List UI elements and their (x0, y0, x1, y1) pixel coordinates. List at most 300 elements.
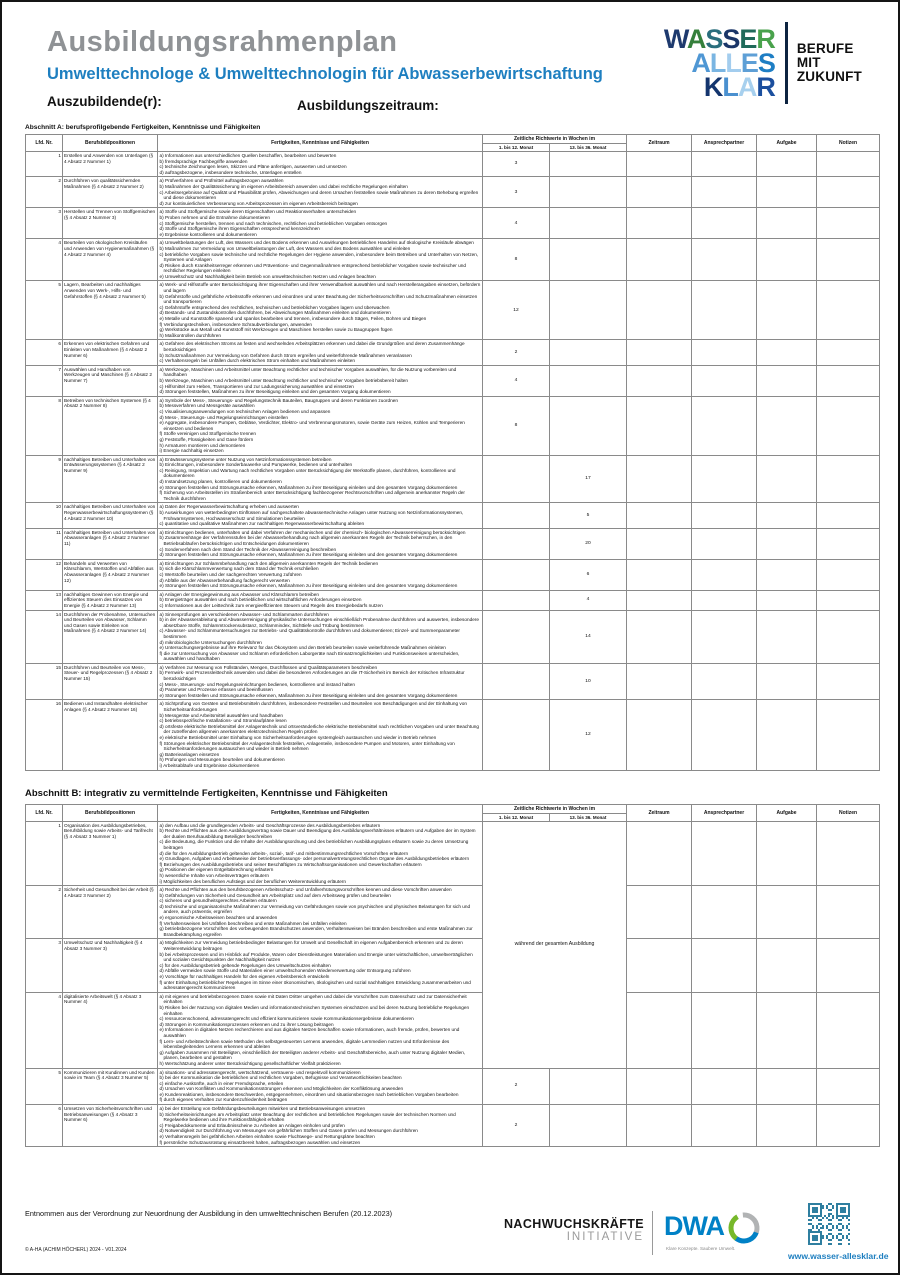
zeitraum-cell (627, 239, 692, 281)
col-header-berufsbildpositionen: Berufsbildpositionen (63, 804, 158, 821)
notizen-cell (817, 700, 880, 770)
col-header-notizen: Notizen (817, 804, 880, 821)
skill-item: c) Hilfsmittel zum Heben, Transportieren und zur Ladungssicherung auswählen und einsetzen (159, 383, 354, 389)
skill-item: c) Sonderverfahren nach dem Stand der Technik der Abwasserreinigung beschreiben (159, 546, 337, 552)
skill-item: d) ortsfeste elektrische Betriebsmittel der Anlagentechnik und ortsveränderliche elektrische Betriebsmittel nach rechtlichen Vorgaben und unter Beachtung der zutreffenden allgemein anerkannten elektrotechnischen Regeln prüfen (159, 723, 479, 735)
skill-item: g) Feststoffe, Flüssigkeiten und Gase fördern (159, 436, 254, 442)
skill-item: h) Maßkontrollen durchführen (159, 332, 221, 338)
lfd-cell: 4 (26, 239, 63, 281)
section-a-heading: Abschnitt A: berufsprofilgebende Fertigkeiten, Kenntnisse und Fähigkeiten (25, 124, 261, 131)
skill-item: d) Mess-, Steuerungs- und Regelungseinrichtungen einstellen (159, 414, 288, 420)
skill-item: d) Abfälle vermeiden sowie Stoffe und Materialien einer umweltschonenden Wiederverwertung oder Entsorgung zuführen (159, 968, 411, 974)
skill-item: b) Schutzmaßnahmen zur Vermeidung von Gefahren durch Strom ergreifen und weiterführende Maßnahmen veranlassen (159, 352, 412, 358)
lfd-cell: 5 (26, 1068, 63, 1105)
position-cell: Erkennen von elektrischen Gefahren und Einleiten von Maßnahmen (§ 4 Absatz 2 Nummer 6) (63, 340, 158, 365)
col-header-zeitraum: Zeitraum (627, 135, 692, 152)
skill-item: b) in der Abwasserableitung und Abwasserreinigung physikalische Untersuchungen einschließlich Probenahme durchführen und auswerten, insbesondere absetzbare Stoffe, Schlammtrockensubstanz, Schlammindex, Sichttiefe und Trübung bestimmen (159, 617, 479, 628)
logo-letter: L (722, 72, 738, 102)
zeitraum-cell (627, 528, 692, 559)
plan-row (26, 939, 880, 992)
col-header-ansprechpartner: Ansprechpartner (692, 135, 757, 152)
skill-item: g) Batterieanlagen einsetzen (159, 751, 220, 757)
plan-row (26, 177, 880, 208)
col-header-monat-1-12: 1. bis 12. Monat (483, 144, 550, 152)
skill-item: e) Grundlagen, Aufgaben und Arbeitsweise der betriebsverfassungs- oder personalvertretungsrechtlichen Organe des Ausbildungsbetriebes erläutern (159, 856, 470, 862)
profession-subtitle: Umwelttechnologe & Umwelttechnologin für Abwasserbewirtschaftung (47, 65, 603, 83)
skill-item: e) Ergebnisse kontrollieren und dokumentieren (159, 231, 257, 237)
plan-row (26, 700, 880, 770)
skills-cell (158, 590, 483, 610)
skill-item: c) Verhaltensregeln bei Unfällen durch elektrischen Strom einhalten und Maßnahmen einleiten (159, 358, 355, 364)
weeks-1-12-cell: 8 (483, 396, 550, 455)
col-header-monat-13-36: 13. bis 36. Monat (550, 813, 627, 821)
zeitraum-cell (627, 663, 692, 700)
notizen-cell (817, 992, 880, 1068)
weeks-1-12-cell: 12 (483, 281, 550, 340)
lfd-cell: 7 (26, 365, 63, 396)
lfd-cell: 15 (26, 663, 63, 700)
skill-item: e) Umweltschutz und Nachhaltigkeit beim Betrieb von umwelttechnischen Netzen und Anlagen beachten (159, 273, 376, 279)
skill-item: a) Symbole der Mess-, Steuerungs- und Regelungstechnik Bauteilen, Baugruppen und deren Funktionen zuordnen (159, 397, 398, 403)
skill-item: b) Zusammenhänge der Verfahrensstufen bei der Abwasserbehandlung nach allgemein anerkannten Regeln der Technik beherrschen, in den Betriebsabläufen berücksichtigen und Entscheidungen dokumentieren (159, 535, 453, 546)
weeks-13-36-cell (550, 208, 627, 239)
zeitraum-cell (627, 365, 692, 396)
weeks-1-12-cell (483, 503, 550, 528)
col-header-fertigkeiten: Fertigkeiten, Kenntnisse und Fähigkeiten (158, 135, 483, 152)
footer-divider (652, 1211, 653, 1255)
weeks-1-12-cell: 2 (483, 340, 550, 365)
plan-row (26, 1105, 880, 1147)
skill-item: c) technische Zeichnungen lesen, Skizzen und Pläne anfertigen, auswerten und umsetzen (159, 164, 347, 170)
col-header-fertigkeiten: Fertigkeiten, Kenntnisse und Fähigkeiten (158, 804, 483, 821)
notizen-cell (817, 281, 880, 340)
ansprechpartner-cell (692, 590, 757, 610)
logo-letter: S (722, 24, 740, 54)
ansprechpartner-cell (692, 396, 757, 455)
zeitraum-cell (627, 700, 692, 770)
plan-row (26, 610, 880, 663)
table-b-header (26, 804, 880, 821)
lfd-cell: 16 (26, 700, 63, 770)
skill-item: e) Aggregate, insbesondere Pumpen, Gebläse, Verdichter, Elektro- und Verbrennungsmotoren, sowie Geräte zum Heizen, Kühlen und Temperieren einsetzen und bedienen (159, 420, 465, 431)
skill-item: d) Abfälle aus der Abwasserbehandlung fachgerecht verwerten (159, 577, 290, 583)
skill-item: h) Armaturen montieren und demontieren (159, 442, 246, 448)
lfd-cell: 3 (26, 939, 63, 992)
logo-letter: W (663, 24, 687, 54)
skill-item: d) Störungen in Kommunikationsprozessen erkennen und zu ihrer Lösung beitragen (159, 1021, 334, 1027)
skill-item: a) Stoffe und Stoffgemische sowie deren Eigenschaften und Reaktionsverhalten unterscheiden (159, 209, 357, 215)
logo-claim-line: ZUKUNFT (796, 69, 862, 84)
section-b-heading: Abschnitt B: integrativ zu vermittelnde Fertigkeiten, Kenntnisse und Fähigkeiten (25, 787, 388, 799)
position-cell: Umsetzen von Sicherheitsvorschriften und Betriebsanweisungen (§ 4 Absatz 3 Nummer 6) (63, 1105, 158, 1147)
skill-item: f) die zur Untersuchung von Abwasser und Schlamm erforderlichen Laborgeräte nach Einsatzmöglichkeiten und Funktionsweisen unterscheiden, auswählen und handhaben (159, 650, 460, 662)
aufgabe-cell (757, 340, 817, 365)
position-cell: Sicherheit und Gesundheit bei der Arbeit (§ 4 Absatz 3 Nummer 2) (63, 886, 158, 939)
skill-item: c) die Bedeutung, die Funktion und die Inhalte der Ausbildungsordnung und des betrieblichen Ausbildungsplans erläutern sowie zu deren Umsetzung beitragen (159, 839, 469, 850)
skill-item: b) Werkzeuge, Maschinen und Arbeitsmittel unter Beachtung rechtlicher und technischer Vorgaben betriebsbereit halten (159, 377, 408, 383)
zeitraum-cell (627, 590, 692, 610)
skill-item: a) bei der Erstellung von Gefährdungsbeurteilungen mitwirken und Betriebsanweisungen umsetzen (159, 1106, 366, 1112)
plan-row (26, 886, 880, 939)
skill-item: b) Messgeräte und Arbeitsmittel auswählen und handhaben (159, 712, 284, 718)
aufgabe-cell (757, 992, 817, 1068)
initiative-line-2: INITIATIVE (566, 1231, 644, 1243)
logo-letter: A (686, 24, 706, 54)
skills-cell (158, 992, 483, 1068)
logo-letter: R (756, 24, 775, 54)
aufgabe-cell (757, 1068, 817, 1105)
notizen-cell (817, 1068, 880, 1105)
notizen-cell (817, 610, 880, 663)
notizen-cell (817, 177, 880, 208)
lfd-cell: 4 (26, 992, 63, 1068)
weeks-13-36-cell (550, 365, 627, 396)
skill-item: c) Wertstoffe beurteilen und der sachgerechten Verwertung zuführen (159, 571, 302, 577)
zeitraum-cell (627, 281, 692, 340)
skill-item: b) Energieträger auswählen und nach betrieblichen und wirtschaftlichen Anforderungen einsetzen (159, 597, 362, 603)
skill-item: a) Prüfverfahren und Prüfmittel auftragsbezogen auswählen (159, 178, 284, 184)
weeks-1-12-cell (483, 700, 550, 770)
lfd-cell: 1 (26, 152, 63, 177)
col-header-notizen: Notizen (817, 135, 880, 152)
ansprechpartner-cell (692, 1068, 757, 1105)
aufgabe-cell (757, 208, 817, 239)
logo-letter: K (703, 72, 723, 102)
plan-row (26, 281, 880, 340)
lfd-cell: 14 (26, 610, 63, 663)
plan-row (26, 992, 880, 1068)
lfd-cell: 2 (26, 886, 63, 939)
lfd-cell: 10 (26, 503, 63, 528)
skill-item: d) technische und organisatorische Maßnahmen zur Vermeidung von Gefährdungen sowie von psychischen und physischen Belastungen für sich und andere, auch präventiv, ergreifen (159, 903, 471, 915)
plan-row (26, 340, 880, 365)
notizen-cell (817, 503, 880, 528)
notizen-cell (817, 208, 880, 239)
weeks-1-12-cell: 3 (483, 177, 550, 208)
position-cell: Auswählen und Handhaben von Werkzeugen und Maschinen (§ 4 Absatz 2 Nummer 7) (63, 365, 158, 396)
aufgabe-cell (757, 365, 817, 396)
ansprechpartner-cell (692, 1105, 757, 1147)
skill-item: d) mikrobiologische Untersuchungen durchführen (159, 639, 262, 645)
weeks-13-36-cell (550, 1068, 627, 1105)
zeitraum-cell (627, 886, 692, 939)
ansprechpartner-cell (692, 528, 757, 559)
skill-item: e) Informationen in digitalen Netzen recherchieren und aus digitalen Netzen beschaffen sowie Informationen, auch fremde, prüfen, bewerten und auswählen (159, 1027, 460, 1038)
dwa-wordmark: DWA (664, 1211, 724, 1241)
col-header-zeitraum: Zeitraum (627, 804, 692, 821)
skill-item: c) Arbeitsergebnisse auf Qualität und Plausibilität prüfen, Abweichungen und deren Ursachen feststellen sowie Maßnahmen zu deren Behebung ergreifen und diese dokumentieren (159, 189, 479, 201)
ansprechpartner-cell (692, 208, 757, 239)
skill-item: b) sich die Klärschlammverwertung nach dem Stand der Technik erschließen (159, 566, 319, 572)
skill-item: b) Einrichtungen, insbesondere Sonderbauwerke und Pumpwerke, bedienen und unterhalten (159, 462, 353, 468)
skill-item: e) Störungen feststellen und Störungsursache erkennen, Maßnahmen zu ihrer Beseitigung einleiten und den gesamten Vorgang dokumentieren (159, 692, 458, 698)
notizen-cell (817, 396, 880, 455)
skill-item: a) Verfahren zur Messung von Füllständen, Mengen, Durchflüssen und Qualitätsparametern beschreiben (159, 664, 378, 670)
lfd-cell: 5 (26, 281, 63, 340)
weeks-13-36-cell (550, 152, 627, 177)
skills-cell (158, 1068, 483, 1105)
skill-item: c) Visualisierungsanwendungen von technischen Anlagen bedienen und anpassen (159, 408, 331, 414)
zeitraum-cell (627, 821, 692, 886)
col-header-richtwerte: Zeitliche Richtwerte in Wochen im (483, 135, 627, 144)
lfd-cell: 3 (26, 208, 63, 239)
position-cell: Kommunizieren mit Kundinnen und Kunden sowie im Team (§ 4 Absatz 3 Nummer 5) (63, 1068, 158, 1105)
aufgabe-cell (757, 396, 817, 455)
skills-cell (158, 886, 483, 939)
notizen-cell (817, 559, 880, 590)
wasser-alles-klar-logo (664, 22, 862, 104)
skills-cell (158, 340, 483, 365)
skill-item: b) Auswirkungen von wetterbedingten Einflüssen auf nachgeschaltete abwassertechnische Anlagen unter Nutzung von Netzinformationssystemen, Frühwarnsystemen, Hochwasserschutz und Simulationen beurteilen (159, 510, 464, 521)
aufgabe-cell (757, 559, 817, 590)
skill-item: f) Störungen elektrischer Betriebsmittel der Anlagentechnik feststellen, Anlagenteile, insbesondere Pumpen und Motoren, unter Einhaltung von Sicherheitsanforderungen austauschen und wieder in Betrieb nehmen (159, 740, 455, 752)
skills-cell (158, 1105, 483, 1147)
notizen-cell (817, 239, 880, 281)
skill-item: c) Abwasser- und Schlammuntersuchungen zur Betriebs- und Qualitätskontrolle durchführen und dokumentieren; Einzel- und Summenparameter bestimmen (159, 628, 460, 639)
skill-item: c) betriebsspezifische Installations- und Stromlaufpläne lesen (159, 718, 287, 724)
aufgabe-cell (757, 1105, 817, 1147)
skills-cell (158, 939, 483, 992)
skill-item: d) Stoffe und Stoffgemische ihren Eigenschaften entsprechend kennzeichnen (159, 226, 320, 232)
ansprechpartner-cell (692, 886, 757, 939)
ansprechpartner-cell (692, 663, 757, 700)
zeitraum-cell (627, 939, 692, 992)
skill-item: f) durch eigenes Verhalten zur Kundenzufriedenheit beitragen (159, 1097, 288, 1103)
skill-item: f) Verhaltensweisen bei Unfällen beschreiben und erste Maßnahmen bei Unfällen einleiten (159, 920, 347, 926)
weeks-1-12-cell (483, 610, 550, 663)
skills-cell (158, 152, 483, 177)
position-cell: Bedienen und Instandhalten elektrischer Anlagen (§ 4 Absatz 2 Nummer 16) (63, 700, 158, 770)
ansprechpartner-cell (692, 610, 757, 663)
skill-item: a) mit eigenen und betriebsbezogenen Daten sowie mit Daten Dritter umgehen und dabei die Vorschriften zum Datenschutz und zur Datensicherheit einhalten (159, 993, 467, 1005)
skill-item: b) Gefährdungen von Sicherheit und Gesundheit am Arbeitsplatz und auf dem Arbeitsweg prüfen und beurteilen (159, 892, 391, 898)
skill-item: f) Lern- und Arbeitstechniken sowie Methoden des selbstgesteuerten Lernens anwenden, digitale Lernmedien nutzen und Erfordernisse des lebensbegleitenden Lernens erkennen und ableiten (159, 1038, 450, 1050)
weeks-1-12-cell: 2 (483, 1068, 550, 1105)
col-header-monat-13-36: 13. bis 36. Monat (550, 144, 627, 152)
source-note: Entnommen aus der Verordnung zur Neuordnung der Ausbildung in den umwelttechnischen Berufen (20.12.2023) (25, 1209, 393, 1218)
skills-cell (158, 396, 483, 455)
skill-item: e) Vorschläge für nachhaltiges Handeln für den eigenen Arbeitsbereich entwickeln (159, 974, 330, 979)
weeks-1-12-cell (483, 590, 550, 610)
ansprechpartner-cell (692, 340, 757, 365)
plan-row (26, 208, 880, 239)
position-cell: digitalisierte Arbeitswelt (§ 4 Absatz 3 Nummer 4) (63, 992, 158, 1068)
skills-cell (158, 528, 483, 559)
ansprechpartner-cell (692, 939, 757, 992)
col-header-richtwerte: Zeitliche Richtwerte in Wochen im (483, 804, 627, 813)
col-header-monat-1-12: 1. bis 12. Monat (483, 813, 550, 821)
col-header-aufgabe: Aufgabe (757, 135, 817, 152)
skill-item: c) Mess-, Steuerungs- und Regelungseinrichtungen bedienen, kontrollieren und instand halten (159, 681, 355, 687)
weeks-1-12-cell: 2 (483, 1105, 550, 1147)
skill-item: b) bei Arbeitsprozessen und im Hinblick auf Produkte, Waren oder Dienstleistungen Materialien und Energie unter wirtschaftlichen, umweltverträglichen und sozialen Gesichtspunkten der Nachhaltigkeit nutzen (159, 951, 473, 963)
logo-letter: S (757, 48, 775, 78)
aufgabe-cell (757, 886, 817, 939)
aufgabe-cell (757, 239, 817, 281)
notizen-cell (817, 590, 880, 610)
skill-item: a) Daten der Regenwasserbewirtschaftung erheben und auswerten (159, 504, 299, 510)
zeitraum-cell (627, 455, 692, 503)
nachwuchskraefte-initiative-logo (504, 1217, 644, 1243)
dwa-claim: Klare Konzepte. Saubere Umwelt. (666, 1246, 736, 1251)
notizen-cell (817, 821, 880, 886)
ansprechpartner-cell (692, 503, 757, 528)
col-header-ansprechpartner: Ansprechpartner (692, 804, 757, 821)
skill-item: g) Aufgaben zusammen mit Beteiligten, einschließlich der Beteiligten anderer Arbeits- und Geschäftsbereiche, auch unter Nutzung digitaler Medien, planen, bearbeiten und gestalten (159, 1049, 466, 1061)
logo-letter: R (756, 72, 775, 102)
skill-item: a) Werk- und Hilfsstoffe unter Berücksichtigung ihrer Eigenschaften und ihrer Verwendbarkeit auswählen und nach Herstellerangaben einsetzen, befördern und lagern (159, 282, 481, 294)
ansprechpartner-cell (692, 239, 757, 281)
skill-item: c) betriebliche Vorgaben sowie technische und rechtliche Regelungen der Hygiene anwenden, insbesondere beim Betreiben und Unterhalten von Netzen, Systemen und Anlagen (159, 251, 479, 263)
position-cell: Behandeln und Verwerten von Klärschlamm, Wertstoffen und Abfällen aus Abwasseranlagen (§ 4 Absatz 2 Nummer 12) (63, 559, 158, 590)
plan-row (26, 396, 880, 455)
zeitraum-cell (627, 992, 692, 1068)
skills-cell (158, 208, 483, 239)
aufgabe-cell (757, 939, 817, 992)
notizen-cell (817, 152, 880, 177)
skill-item: e) elektrische Betriebsmittel unter Einhaltung von Sicherheitsanforderungen systemgleich austauschen und wieder in Betrieb nehmen (159, 735, 437, 740)
dwa-logo (664, 1211, 761, 1250)
skill-item: b) Rechte und Pflichten aus dem Ausbildungsvertrag sowie Dauer und Beendigung des Ausbildungsverhältnisses erläutern und Aufgaben der im System der dualen Berufsausbildung Beteiligter beschreiben (159, 828, 476, 839)
aufgabe-cell (757, 700, 817, 770)
lfd-cell: 2 (26, 177, 63, 208)
weeks-13-36-cell: 10 (550, 663, 627, 700)
skill-item: h) wesentliche Inhalte von Arbeitsverträgen erläutern (159, 872, 269, 878)
skill-item: b) Gefahrstoffe und gefährliche Arbeitsstoffe erkennen und einordnen und unter Beachtung der Sicherheitsvorschriften und Schutzmaßnahmen einsetzen und transportieren (159, 293, 478, 305)
skill-item: a) Werkzeuge, Maschinen und Arbeitsmittel unter Beachtung rechtlicher und technischer Vorgaben auswählen, für die Nutzung vorbereiten und handhaben (159, 366, 457, 378)
logo-word (664, 72, 775, 102)
ansprechpartner-cell (692, 559, 757, 590)
skill-item: c) Stoffgemische herstellen, trennen und nach technischen, rechtlichen und betrieblichen Vorgaben entsorgen (159, 220, 388, 226)
page-title: Ausbildungsrahmenplan (47, 26, 398, 58)
skill-item: g) betriebsbezogene Vorschriften des vorbeugenden Brandschutzes anwenden, Verhaltensweisen bei Bränden beschreiben und erste Maßnahmen zur Brandbekämpfung ergreifen (159, 926, 473, 937)
weeks-13-36-cell: 12 (550, 700, 627, 770)
logo-claim-line: BERUFE (796, 41, 854, 56)
skill-item: f) Verbindungstechniken, insbesondere Schraubverbindungen, anwenden (159, 321, 312, 327)
plan-row (26, 528, 880, 559)
initiative-line-1: NACHWUCHSKRÄFTE (503, 1217, 644, 1231)
position-cell: nachhaltiges Betreiben und Unterhalten von Abwasseranlagen (§ 4 Absatz 2 Nummer 11) (63, 528, 158, 559)
notizen-cell (817, 663, 880, 700)
skills-cell (158, 239, 483, 281)
skill-item: d) auftragsbezogene, insbesondere technische, Unterlagen erstellen (159, 169, 302, 175)
plan-row (26, 503, 880, 528)
notizen-cell (817, 365, 880, 396)
skill-item: f) Sicherung von Arbeitsstellen im Straßenbereich unter Berücksichtigung fachbezogener Rechtsvorschriften und allgemein anerkannter Regeln der Technik durchführen (159, 490, 465, 501)
skill-item: b) Messverfahren und Messgeräte auswählen (159, 403, 255, 409)
lfd-cell: 11 (26, 528, 63, 559)
skill-item: a) Einrichtungen zur Schlammbehandlung nach den allgemein anerkannten Regeln der Technik bedienen (159, 560, 379, 566)
zeitraum-cell (627, 1068, 692, 1105)
weeks-13-36-cell (550, 396, 627, 455)
position-cell: Herstellen und Trennen von Stoffgemischen (§ 4 Absatz 2 Nummer 3) (63, 208, 158, 239)
skill-item: i) Energie nachhaltig einsetzen (159, 448, 224, 454)
aufgabe-cell (757, 455, 817, 503)
plan-row (26, 559, 880, 590)
lfd-cell: 9 (26, 455, 63, 503)
zeitraum-cell (627, 208, 692, 239)
skill-item: a) Möglichkeiten zur Vermeidung betriebsbedingter Belastungen für Umwelt und Gesellschaft im eigenen Aufgabenbereich erkennen und zu deren Weiterentwicklung beitragen (159, 940, 463, 952)
plan-row (26, 152, 880, 177)
skill-item: b) Maßnahmen zur Vermeidung von Umweltbelastungen der Luft, des Wassers und des Bodens auswählen und einleiten (159, 245, 411, 251)
position-cell: nachhaltiges Betreiben und Unterhalten von Regenwasserbewirtschaftungssystemen (§ 4 Absatz 2 Nummer 10) (63, 503, 158, 528)
weeks-13-36-cell: 6 (550, 559, 627, 590)
skill-item: f) unter Einhaltung betrieblicher Regelungen im Sinne einer ökonomischen, ökologischen und sozial nachhaltigen Entwicklung zusammenarbeiten und adressatengerecht kommunizieren (159, 979, 471, 991)
skill-item: g) Werkstücke aus Metall und Kunststoff mit Werkzeugen und Maschinen herstellen sowie zu Baugruppen fügen (159, 327, 393, 333)
skills-cell (158, 559, 483, 590)
skill-item: a) den Aufbau und die grundlegenden Arbeits- und Geschäftsprozesse des Ausbildungsbetriebes erläutern (159, 822, 381, 828)
skills-cell (158, 365, 483, 396)
zeitraum-cell (627, 152, 692, 177)
ansprechpartner-cell (692, 365, 757, 396)
plan-row (26, 821, 880, 886)
weeks-13-36-cell (550, 340, 627, 365)
skill-item: e) Untersuchungsergebnisse auf ihre Relevanz für das Ökosystem und den Betrieb beurteilen sowie weiterführende Maßnahmen einleiten (159, 645, 446, 651)
notizen-cell (817, 1105, 880, 1147)
ansprechpartner-cell (692, 821, 757, 886)
skill-item: d) Störungen feststellen und Störungsursache erkennen, Maßnahmen zu ihrer Beseitigung einleiten und den gesamten Vorgang dokumentieren (159, 552, 458, 558)
duration-note-cell: während der gesamten Ausbildung (483, 821, 627, 1068)
lfd-cell: 6 (26, 1105, 63, 1147)
logo-claim (797, 42, 862, 84)
skill-item: e) ergonomische Arbeitsweisen beachten und anwenden (159, 915, 278, 921)
position-cell: Durchführen der Probenahme, Untersuchen und Beurteilen von Abwasser, Schlamm und Gasen sowie Einleiten von Maßnahmen (§ 4 Absatz 2 Nummer 14) (63, 610, 158, 663)
position-cell: Betreiben von technischen Systemen (§ 4 Absatz 2 Nummer 8) (63, 396, 158, 455)
weeks-13-36-cell (550, 1105, 627, 1147)
skill-item: b) bei der Kommunikation die betrieblichen und rechtlichen Vorgaben, Befugnisse und Verantwortlichkeiten beachten (159, 1075, 402, 1081)
zeitraum-cell (627, 610, 692, 663)
website-link[interactable]: www.wasser-allesklar.de (788, 1251, 889, 1261)
skills-cell (158, 663, 483, 700)
skill-item: c) Reinigung, Inspektion und Wartung nach rechtlichen Vorgaben unter Berücksichtigung der Werkstoffe planen, durchführen, kontrollieren und dokumentieren (159, 467, 456, 479)
notizen-cell (817, 939, 880, 992)
qr-code (808, 1203, 850, 1245)
plan-row (26, 239, 880, 281)
skill-item: c) einfache Auskünfte, auch in einer Fremdsprache, erteilen (159, 1080, 284, 1086)
weeks-1-12-cell (483, 559, 550, 590)
aufgabe-cell (757, 590, 817, 610)
notizen-cell (817, 528, 880, 559)
notizen-cell (817, 340, 880, 365)
logo-divider-bar (785, 22, 788, 104)
plan-row (26, 1068, 880, 1105)
skill-item: d) zur kontinuierlichen Verbesserung von Arbeitsprozessen im eigenen Arbeitsbereich beitragen (159, 200, 358, 206)
zeitraum-cell (627, 1105, 692, 1147)
weeks-13-36-cell: 5 (550, 503, 627, 528)
weeks-1-12-cell: 3 (483, 152, 550, 177)
zeitraum-cell (627, 340, 692, 365)
aufgabe-cell (757, 152, 817, 177)
weeks-13-36-cell (550, 177, 627, 208)
lfd-cell: 12 (26, 559, 63, 590)
skills-cell (158, 610, 483, 663)
skill-item: d) Ursachen von Konflikten und Kommunikationsstörungen erkennen und Möglichkeiten der Konfliktlösung anwenden (159, 1086, 404, 1092)
skill-item: f) persönliche Schutzausrüstung einsatzbereit halten, auftragsbezogen auswählen und einsetzen (159, 1139, 361, 1145)
col-header-lfd-nr: Lfd. Nr. (26, 804, 63, 821)
logo-letter: S (705, 24, 723, 54)
ansprechpartner-cell (692, 177, 757, 208)
zeitraum-cell (627, 559, 692, 590)
skill-item: a) Gefahren des elektrischen Stroms an festen und wechselnden Arbeitsplätzen erkennen und dabei die Grundgrößen und deren Zusammenhänge berücksichtigen (159, 341, 465, 352)
weeks-13-36-cell (550, 239, 627, 281)
skill-item: i) Möglichkeiten des beruflichen Aufstiegs und der beruflichen Weiterentwicklung erläutern (159, 878, 346, 884)
aufgabe-cell (757, 610, 817, 663)
position-cell: Umweltschutz und Nachhaltigkeit (§ 4 Absatz 3 Nummer 3) (63, 939, 158, 992)
skill-item: e) Kundenreaktionen, insbesondere Beschwerden, entgegennehmen, einordnen und situationsbezogen nach betrieblichen Vorgaben bearbeiten (159, 1091, 459, 1097)
skill-item: a) situations- und adressatengerecht, wertschätzend, vertrauens- und respektvoll kommunizieren (159, 1069, 361, 1075)
skill-item: c) Freigabedokumente und Erlaubnisscheine zu Arbeiten an Anlagen einholen und prüfen (159, 1122, 345, 1128)
weeks-13-36-cell: 20 (550, 528, 627, 559)
